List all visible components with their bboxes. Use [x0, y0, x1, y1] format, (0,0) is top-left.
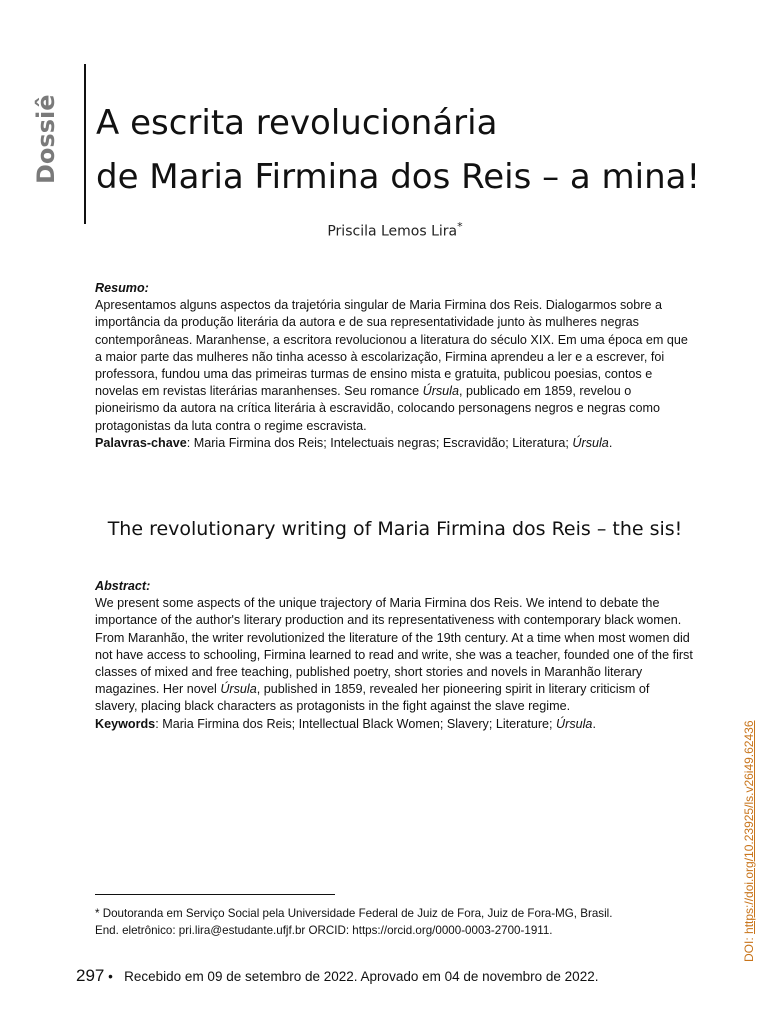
article-title: [96, 96, 746, 204]
resumo-block: [95, 280, 695, 452]
footnote: [95, 905, 715, 939]
abstract-keywords-label: Keywords: [95, 716, 156, 731]
footnote-line-2[interactable]: End. eletrônico: pri.lira@estudante.ufjf.br ORCID: https://orcid.org/0000-0003-2700-1911.: [95, 924, 553, 937]
doi-vertical: [740, 682, 758, 962]
resumo-body-italic: Úrsula: [422, 384, 459, 399]
abstract-body-italic: Úrsula: [220, 682, 257, 697]
resumo-body-text-1: Apresentamos alguns aspectos da trajetória singular de Maria Firmina dos Reis. Dialogarmos sobre a importância da produção literária da autora e de sua representatividade junto às mulheres negras contemporâneas. Maranhense, a escritora revolucionou a literatura do século XIX. Em uma época em que a maior parte das mulheres não tinha acesso à escolarização, Firmina aprendeu a ler e a escrever, foi professora, fundou uma das primeiras turmas de ensino mista e gratuita, publicou poesias, contos e novelas em revistas literárias maranhenses. Seu romance: [95, 298, 688, 399]
resumo-body-text-2: , publicado em 1859, revelou o pioneirismo da autora na crítica literária à escravidão, colocando personagens negros e negras como protagonistas da luta contra o regime escravista.: [95, 384, 660, 433]
abstract-body: [95, 595, 695, 715]
title-line-2: de Maria Firmina dos Reis – a mina!: [96, 157, 701, 197]
doi-label: DOI:: [742, 933, 756, 962]
resumo-keywords-italic: Úrsula: [572, 435, 609, 450]
title-line-1: A escrita revolucionária: [96, 103, 498, 143]
footer-bullet: •: [108, 969, 113, 984]
abstract-keywords: [95, 716, 695, 733]
title-rule: [84, 64, 86, 224]
abstract-keywords-end: .: [592, 716, 596, 731]
resumo-keywords: [95, 435, 695, 452]
page-number: 297: [76, 966, 105, 985]
footnote-rule: [95, 894, 335, 895]
abstract-block: [95, 578, 695, 733]
resumo-keywords-text: : Maria Firmina dos Reis; Intelectuais negras; Escravidão; Literatura;: [186, 435, 573, 450]
resumo-body: [95, 297, 695, 435]
resumo-keywords-end: .: [608, 435, 613, 450]
abstract-body-text-1: We present some aspects of the unique trajectory of Maria Firmina dos Reis. We intend to debate the importance of the author's literary production and its representativeness with contemporary black women. From Maranhão, the writer revolutionized the literature of the 19th century. At a time when most women did not have access to schooling, Firmina learned to read and write, she was a teacher, founded one of the first classes of mixed and free teaching, published poetry, short stories and novels in Maranhão literary magazines. Her novel: [95, 596, 693, 697]
abstract-heading: Abstract:: [95, 579, 151, 593]
resumo-keywords-label: Palavras-chave: [95, 435, 187, 450]
author-line: [0, 220, 768, 240]
received-approved-dates: Recebido em 09 de setembro de 2022. Aprovado em 04 de novembro de 2022.: [124, 969, 599, 984]
author-footnote-mark[interactable]: *: [457, 220, 463, 233]
doi-link[interactable]: https://doi.org/10.23925/ls.v26i49.62436: [742, 720, 756, 934]
resumo-heading: Resumo:: [95, 281, 149, 295]
abstract-body-text-2: , published in 1859, revealed her pioneering spirit in literary criticism of slavery, placing black characters as protagonists in the fight against the slave regime.: [95, 682, 650, 714]
section-label: Dossiê: [32, 94, 60, 184]
footnote-line-1: * Doutoranda em Serviço Social pela Universidade Federal de Juiz de Fora, Juiz de Fora-MG, Brasil.: [95, 907, 613, 920]
abstract-keywords-italic: Úrsula: [556, 716, 593, 731]
author-name: Priscila Lemos Lira: [327, 223, 458, 240]
page-footer: [76, 966, 716, 986]
english-title: The revolutionary writing of Maria Firmina dos Reis – the sis!: [107, 518, 683, 540]
abstract-keywords-text: : Maria Firmina dos Reis; Intellectual Black Women; Slavery; Literature;: [155, 716, 557, 731]
